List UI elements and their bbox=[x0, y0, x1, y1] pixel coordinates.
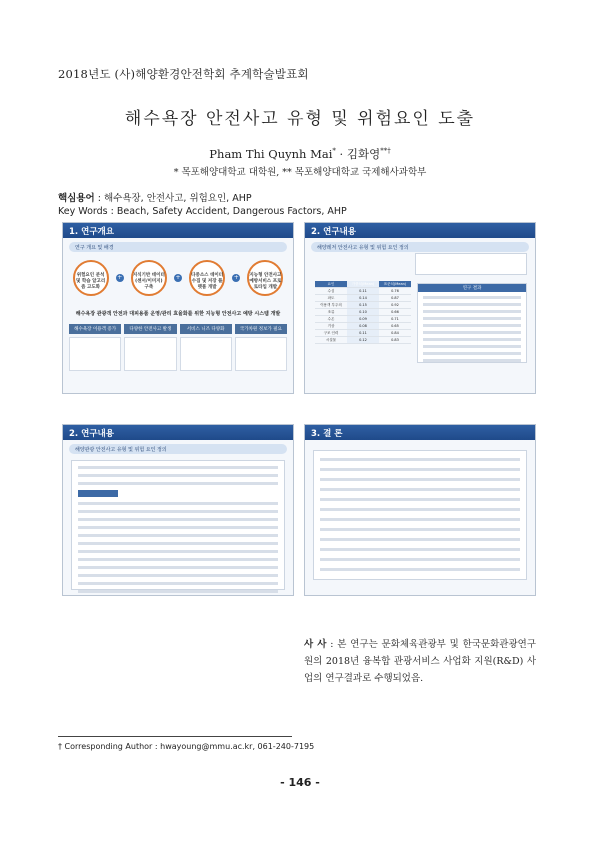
slide-subtitle: 해양레저 안전사고 유형 및 위험 요인 정의 bbox=[311, 242, 529, 252]
keywords-en: Key Words : Beach, Safety Accident, Dangerous Factors, AHP bbox=[58, 206, 347, 217]
result-box bbox=[417, 283, 527, 363]
table-cell: 0.71 bbox=[391, 317, 399, 321]
acknowledgement-text: : 본 연구는 문화체육관광부 및 한국문화관광연구원의 2018년 융복합 관광서비스 사업화 지원(R&D) 사업의 연구결과로 수행되었음. bbox=[304, 639, 536, 684]
background-tab: 해수욕장 이용객 증가 bbox=[69, 324, 121, 334]
keywords-list: : 해수욕장, 안전사고, 위험요인, AHP bbox=[94, 193, 252, 204]
table-cell: 0.65 bbox=[391, 324, 399, 328]
table-cell: 이용객 부주의 bbox=[320, 303, 342, 307]
table-cell: 0.12 bbox=[347, 337, 379, 343]
slide-subtitle: 해양관광 안전사고 유형 및 위험 요인 정의 bbox=[69, 444, 287, 454]
goal-circle: 지능형 안전사고 예방서비스 프로토타입 개발 bbox=[247, 260, 283, 296]
author-2-mark: **† bbox=[380, 147, 391, 156]
table-header-cell: 가중치(Mean) bbox=[347, 281, 379, 287]
goal-circle: 다중소스 데이터 수집 및 저장 플랫폼 개발 bbox=[189, 260, 225, 296]
table-cell: 0.92 bbox=[391, 303, 399, 307]
table-cell: 0.15 bbox=[347, 302, 379, 308]
table-cell: 기상 bbox=[327, 324, 335, 328]
background-column bbox=[124, 337, 176, 371]
slide-research-content-1 bbox=[304, 222, 536, 394]
summary-table bbox=[415, 253, 527, 275]
keywords-label: 핵심용어 bbox=[58, 193, 95, 204]
goal-circle: 지식기반 데이터(센서/이미지) 구축 bbox=[131, 260, 167, 296]
table-row bbox=[315, 323, 411, 330]
slide-title: 2. 연구내용 bbox=[63, 425, 293, 440]
table-cell: 0.11 bbox=[347, 288, 379, 294]
table-cell: 0.83 bbox=[391, 338, 399, 342]
slide-research-overview bbox=[62, 222, 294, 394]
background-column bbox=[235, 337, 287, 371]
content-panel bbox=[71, 460, 285, 590]
table-cell: 파도 bbox=[327, 296, 335, 300]
slide-subtitle: 연구 개요 및 배경 bbox=[69, 242, 287, 252]
slide-title: 3. 결 론 bbox=[305, 425, 535, 440]
footnote-rule bbox=[58, 736, 292, 737]
table-cell: 수심 bbox=[327, 289, 335, 293]
table-cell: 0.10 bbox=[347, 309, 379, 315]
author-1: Pham Thi Quynh Mai bbox=[209, 147, 333, 161]
slide-title: 1. 연구개요 bbox=[63, 223, 293, 238]
goal-circle: 위험요인 분석 및 학습 알고리즘 고도화 bbox=[73, 260, 109, 296]
author-separator: · bbox=[335, 147, 347, 161]
background-column bbox=[180, 337, 232, 371]
author-line bbox=[0, 146, 600, 162]
background-columns bbox=[69, 337, 287, 371]
table-row bbox=[315, 309, 411, 316]
background-column bbox=[69, 337, 121, 371]
slide-title: 2. 연구내용 bbox=[305, 223, 535, 238]
background-tabs bbox=[69, 324, 287, 334]
table-header-cell: 요인 bbox=[327, 282, 335, 286]
table-cell: 0.84 bbox=[391, 331, 399, 335]
table-row bbox=[315, 330, 411, 337]
table-cell: 0.87 bbox=[391, 296, 399, 300]
table-cell: 0.76 bbox=[391, 289, 399, 293]
plus-icon: + bbox=[117, 274, 123, 281]
paper-title: 해수욕장 안전사고 유형 및 위험요인 도출 bbox=[124, 109, 476, 129]
factor-table bbox=[315, 281, 411, 344]
table-row bbox=[315, 288, 411, 295]
background-tab: 서비스 니즈 다양화 bbox=[180, 324, 232, 334]
table-cell: 0.11 bbox=[347, 330, 379, 336]
table-cell: 시설물 bbox=[325, 338, 337, 342]
table-cell: 0.08 bbox=[347, 323, 379, 329]
goal-circles bbox=[69, 260, 287, 296]
table-cell: 조류 bbox=[327, 310, 335, 314]
table-cell: 0.14 bbox=[347, 295, 379, 301]
table-header-row bbox=[315, 281, 411, 288]
conference-header: 2018년도 (사)해양환경안전학회 추계학술발표회 bbox=[58, 67, 309, 81]
footnote: † Corresponding Author : hwayoung@mmu.ac.kr, 061-240-7195 bbox=[58, 742, 315, 751]
conclusion-panel bbox=[313, 450, 527, 580]
table-row bbox=[315, 295, 411, 302]
table-row bbox=[315, 337, 411, 344]
background-tab: 국가차원 정보가 필요 bbox=[235, 324, 287, 334]
acknowledgement-label: 사 사 bbox=[304, 639, 327, 650]
result-box-header: 연구 결과 bbox=[418, 284, 526, 292]
background-tab: 다양한 안전사고 발생 bbox=[124, 324, 176, 334]
table-cell: 0.09 bbox=[347, 316, 379, 322]
author-2: 김화영 bbox=[346, 147, 381, 161]
overview-headline: 해수욕장 관광객 안전과 대피용품 운영/관리 효율화를 위한 지능형 안전사고 예방 시스템 개발 bbox=[75, 311, 281, 317]
page-number: - 146 - bbox=[280, 776, 320, 789]
affiliation: * 목포해양대학교 대학원, ** 목포해양대학교 국제해사과학부 bbox=[173, 167, 427, 178]
plus-icon: + bbox=[175, 274, 181, 281]
keywords-ko bbox=[58, 190, 252, 204]
author-1-mark: * bbox=[332, 147, 336, 156]
table-row bbox=[315, 316, 411, 323]
table-row bbox=[315, 302, 411, 309]
table-cell: 0.66 bbox=[391, 310, 399, 314]
plus-icon: + bbox=[233, 274, 239, 281]
acknowledgement bbox=[304, 636, 536, 687]
slide-conclusion bbox=[304, 424, 536, 596]
table-cell: 수온 bbox=[327, 317, 335, 321]
slide-research-content-2 bbox=[62, 424, 294, 596]
table-header-cell: 표준치(Mean) bbox=[383, 282, 407, 286]
table-cell: 구조 인력 bbox=[323, 331, 339, 335]
